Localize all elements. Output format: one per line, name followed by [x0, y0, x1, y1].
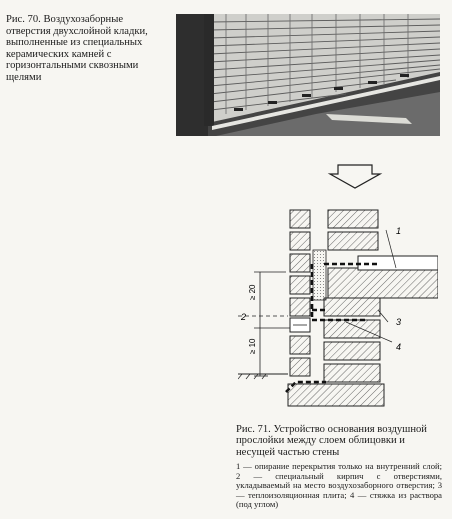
- figure-70-photo: [176, 14, 440, 136]
- figure-71-caption: Рис. 71. Устройство основания воздушной прослойки между слоем облицовки и несущей частью стены: [236, 424, 427, 458]
- floor-slab: [328, 268, 438, 298]
- label-1: 1: [396, 226, 402, 236]
- dimension-lines: [238, 272, 290, 376]
- load-arrow-icon: [330, 165, 380, 188]
- label-3: 3: [396, 317, 402, 327]
- figure-70-caption: Рис. 70. Воздухозаборные отверстия двухслойной кладки, выполненные из специальных керамических камней с горизонтальными сквозными щелями: [6, 14, 148, 83]
- label-2: 2: [241, 312, 247, 322]
- dim-lower-label: ≥ 10: [248, 338, 257, 354]
- insulation-plate: [313, 250, 326, 300]
- figure-71-legend: 1 — опирание перекрытия только на внутренний слой; 2 — специальный кирпич с отверстиями, укладываемый на место воздухозаборного отверстия; 3 — теплоизоляционная плита; 4 — стяжка из раствора (под углом): [236, 461, 442, 510]
- dim-upper-label: ≥ 20: [248, 284, 257, 300]
- outer-brick-layer: [290, 210, 310, 376]
- label-4: 4: [396, 342, 402, 352]
- figure-71-drawing: [238, 160, 438, 412]
